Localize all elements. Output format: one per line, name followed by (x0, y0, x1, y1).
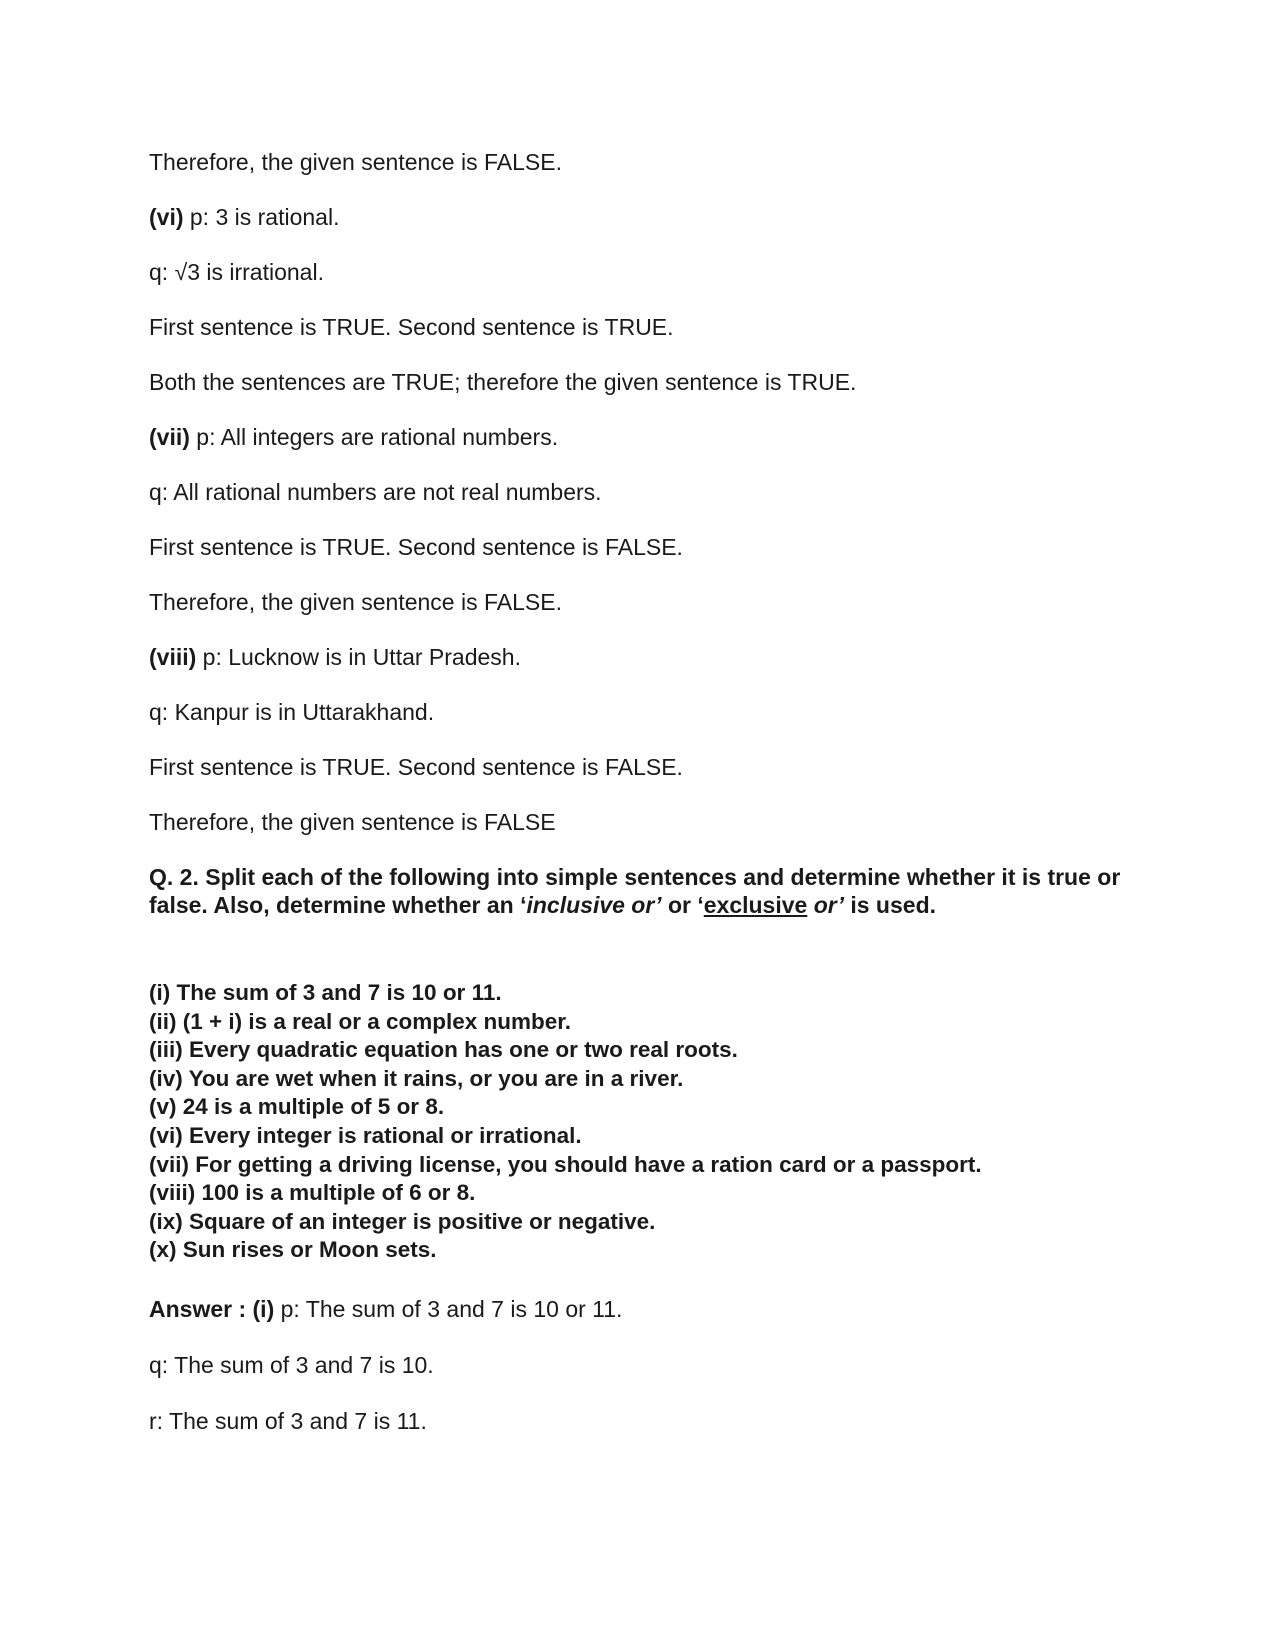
answer-2-p (149, 1295, 622, 1323)
list-item: (vii) For getting a driving license, you should have a ration card or a passport. (149, 1151, 982, 1177)
part-vii-label: (vii) (149, 424, 190, 450)
list-item: (i) The sum of 3 and 7 is 10 or 11. (149, 980, 502, 1005)
list-item: (x) Sun rises or Moon sets. (149, 1237, 437, 1263)
list-item: (iii) Every quadratic equation has one or two real roots. (149, 1037, 738, 1063)
part-vii-conclusion: Therefore, the given sentence is FALSE. (149, 589, 562, 615)
part-vii-p-text: p: All integers are rational numbers. (189, 424, 559, 450)
list-item: (vi) Every integer is rational or irrational. (149, 1122, 582, 1148)
question-2-connector: or ‘ (661, 892, 704, 918)
part-viii-conclusion: Therefore, the given sentence is FALSE (149, 809, 556, 835)
answer-2-r: r: The sum of 3 and 7 is 11. (149, 1408, 427, 1434)
part-vi-conclusion: Both the sentences are TRUE; therefore the given sentence is TRUE. (149, 369, 857, 395)
list-item: (viii) 100 is a multiple of 6 or 8. (149, 1180, 476, 1206)
question-2-heading (149, 863, 1139, 919)
question-2-text: Q. 2. Split each of the following into simple sentences and determine whether it is true or false. Also, determine whether an ‘ (149, 864, 1121, 918)
question-2-items (149, 979, 982, 1265)
part-vi-p-text: p: 3 is rational. (183, 204, 340, 230)
list-item: (ii) (1 + i) is a real or a complex number. (149, 1008, 572, 1034)
part-vi-label: (vi) (149, 204, 184, 230)
part-vi-p (149, 203, 339, 231)
part-vii-p (149, 423, 558, 451)
part-viii-label: (viii) (149, 644, 197, 670)
list-item: (iv) You are wet when it rains, or you are in a river. (149, 1065, 684, 1091)
exclusive-or-term: or’ (813, 892, 844, 918)
part-vii-q: q: All rational numbers are not real numbers. (149, 479, 602, 505)
previous-conclusion: Therefore, the given sentence is FALSE. (149, 149, 562, 175)
part-viii-truth: First sentence is TRUE. Second sentence is FALSE. (149, 754, 683, 780)
inclusive-or-term: inclusive or’ (526, 892, 662, 918)
part-viii-p (149, 643, 521, 671)
part-vii-truth: First sentence is TRUE. Second sentence is FALSE. (149, 534, 683, 560)
question-2-ending: is used. (843, 892, 937, 918)
list-item: (v) 24 is a multiple of 5 or 8. (149, 1094, 445, 1120)
answer-2-q: q: The sum of 3 and 7 is 10. (149, 1352, 434, 1378)
answer-2-p-text: p: The sum of 3 and 7 is 10 or 11. (274, 1296, 623, 1322)
part-vi-q: q: √3 is irrational. (149, 259, 324, 285)
exclusive-term: exclusive (703, 892, 808, 918)
list-item: (ix) Square of an integer is positive or negative. (149, 1208, 656, 1234)
answer-label: Answer : (i) (149, 1296, 275, 1322)
part-viii-p-text: p: Lucknow is in Uttar Pradesh. (196, 644, 521, 670)
part-viii-q: q: Kanpur is in Uttarakhand. (149, 699, 435, 725)
part-vi-truth: First sentence is TRUE. Second sentence is TRUE. (149, 314, 674, 340)
